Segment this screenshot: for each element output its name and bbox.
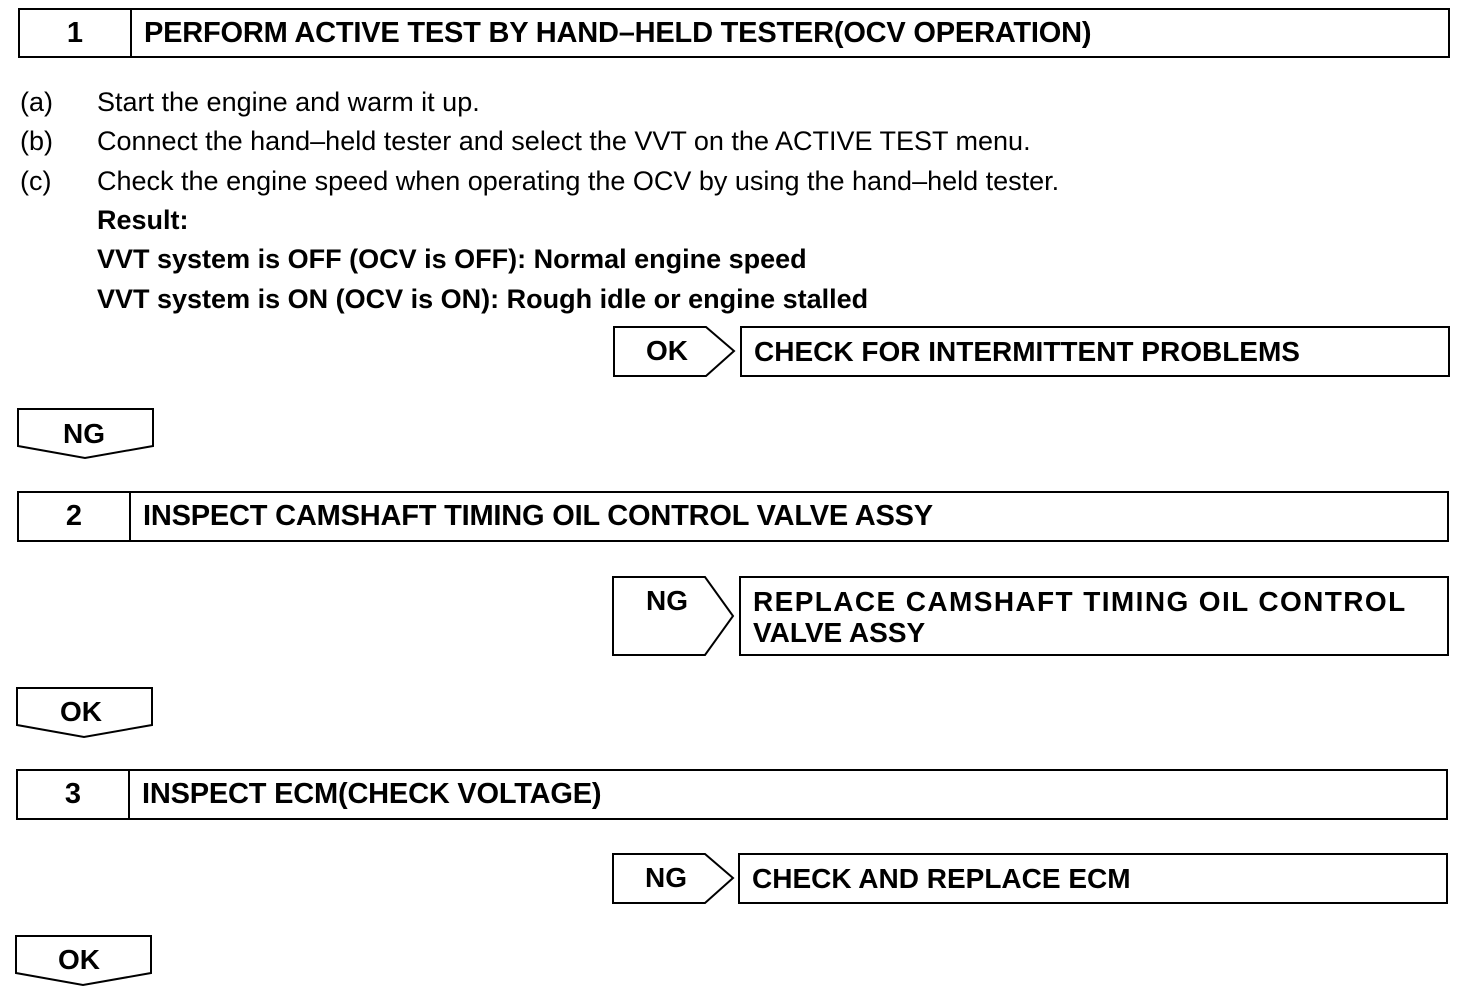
step-number: 2 xyxy=(19,493,131,540)
flow-tag-label: NG xyxy=(63,418,105,449)
branch-label: NG xyxy=(646,585,688,616)
result-line: VVT system is OFF (OCV is OFF): Normal engine speed xyxy=(97,244,807,274)
instruction-label: (b) xyxy=(20,126,53,156)
flow-tag-label: OK xyxy=(58,944,100,975)
step-number: 1 xyxy=(20,10,132,56)
instruction-text: Start the engine and warm it up. xyxy=(97,87,480,117)
branch-label: NG xyxy=(645,862,687,893)
step-title: PERFORM ACTIVE TEST BY HAND–HELD TESTER(OCV OPERATION) xyxy=(144,16,1092,49)
instruction-text: Connect the hand–held tester and select the VVT on the ACTIVE TEST menu. xyxy=(97,126,1031,156)
step-title: INSPECT CAMSHAFT TIMING OIL CONTROL VALVE ASSY xyxy=(143,500,933,532)
instruction-text: Check the engine speed when operating the OCV by using the hand–held tester. xyxy=(97,166,1060,196)
branch-action-box xyxy=(739,576,1449,656)
branch-action-box: CHECK AND REPLACE ECM xyxy=(738,853,1448,904)
branch-label: OK xyxy=(646,335,688,366)
flow-tag-label: OK xyxy=(60,696,102,727)
branch-action-line: VALVE ASSY xyxy=(753,617,926,648)
result-line: VVT system is ON (OCV is ON): Rough idle or engine stalled xyxy=(97,284,869,314)
instruction-label: (a) xyxy=(20,87,53,117)
step-2-header xyxy=(17,491,1449,542)
step-3-header xyxy=(16,769,1448,820)
instruction-label: (c) xyxy=(20,166,52,196)
step-title: INSPECT ECM(CHECK VOLTAGE) xyxy=(142,778,602,810)
step-number: 3 xyxy=(18,771,130,818)
result-heading: Result: xyxy=(97,205,189,235)
branch-action-line: REPLACE CAMSHAFT TIMING OIL CONTROL xyxy=(753,586,1407,617)
branch-action-box: CHECK FOR INTERMITTENT PROBLEMS xyxy=(740,326,1450,377)
step-1-header xyxy=(18,8,1450,58)
